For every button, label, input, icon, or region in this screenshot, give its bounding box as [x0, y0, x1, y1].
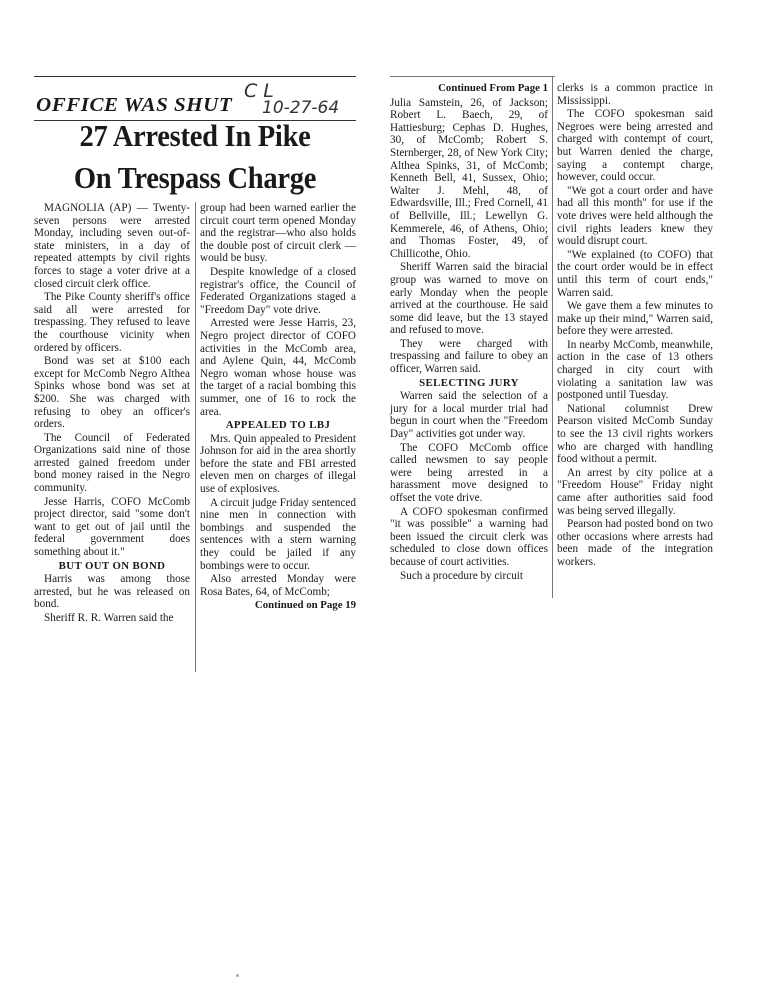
- paragraph: Julia Samstein, 26, of Jackson; Robert L. Baech, 29, of Hattiesburg; Cephas D. Hughes, 30, of McComb; Robert S. Sternberger, 28, of New York City; Althea Spinks, 31, of McComb; Kenneth Bell, 41, Sussex, Ohio; Walter J. Mehl, 48, of Edwardsville, Ill.; Fred Cornell, 41 of Bellville, Ill.; Lewellyn G. Kemmerele, 46, of Athens, Ohio; and Thomas Foster, 49, of Chillicothe, Ohio.: [390, 96, 548, 260]
- article-column-4: [557, 82, 713, 570]
- continued-from: Continued From Page 1: [438, 82, 548, 94]
- paragraph: "We got a court order and have had all this month" for use if the vote drives were held although the civil rights leaders knew they would disrupt court.: [557, 184, 713, 248]
- paragraph: Also arrested Monday were Rosa Bates, 64, of McComb;: [200, 573, 356, 598]
- paragraph: We gave them a few minutes to make up their mind," Warren said, before they were arrested.: [557, 300, 713, 338]
- paragraph: Harris was among those arrested, but he was released on bond.: [34, 573, 190, 611]
- paragraph: Jesse Harris, COFO McComb project director, said "some don't want to get out of jail until the federal government does something about it.": [34, 495, 190, 559]
- paragraph: They were charged with trespassing and failure to obey an officer, Warren said.: [390, 337, 548, 376]
- article-column-2: [200, 202, 356, 613]
- paragraph: MAGNOLIA (AP) — Twenty-seven persons were arrested Monday, including seven out-of-state ministers, in a day of repeated attempts by civil rights forces to stage a voter drive at a closed circuit clerk office.: [34, 202, 190, 290]
- continued-note: Continued on Page 19: [254, 599, 356, 612]
- article-column-1: [34, 202, 190, 626]
- paragraph: Such a procedure by circuit: [400, 569, 524, 582]
- paragraph: "We explained (to COFO) that the court order would be in effect until this term of court ends," Warren said.: [557, 248, 713, 299]
- scan-speck: [236, 974, 239, 977]
- paragraph: A COFO spokesman confirmed "it was possible" a warning had been issued the circuit clerk was scheduled to close down offices because of court activities.: [390, 505, 548, 568]
- subhead: BUT OUT ON BOND: [58, 559, 166, 572]
- subhead: APPEALED TO LBJ: [225, 419, 331, 432]
- paragraph: Pearson had posted bond on two other occasions where arrests had been made of the integration workers.: [557, 518, 713, 568]
- paragraph: A circuit judge Friday sentenced nine men in connection with bombings and suspended the sentences with a stern warning they could be jailed if any bombings were to occur.: [200, 496, 356, 572]
- paragraph: Arrested were Jesse Harris, 23, Negro project director of COFO activities in the McComb area, and Aylene Quin, 44, McComb Negro woman whose house was the target of a racial bombing this summer, one of 16 to rock the area.: [200, 317, 356, 418]
- paragraph: The Council of Federated Organizations said nine of those arrested gained freedom under bond money raised in the Negro community.: [34, 431, 190, 495]
- top-rule: [34, 76, 356, 77]
- paragraph: Sheriff Warren said the biracial group was warned to move on early Monday when the people arrived at the courthouse. He said some did leave, but the 13 stayed and refused to move.: [390, 261, 548, 337]
- paragraph: Bond was set at $100 each except for McComb Negro Althea Spinks whose bond was set at $200. She was charged with refusing to obey an officer's orders.: [34, 355, 190, 431]
- paragraph: The COFO spokesman said Negroes were being arrested and charged with contempt of court, but Warren denied the charge, saying a contempt charge, however, could occur.: [557, 108, 713, 184]
- kicker: OFFICE WAS SHUT: [36, 94, 233, 116]
- handwritten-initials: C L: [244, 80, 274, 102]
- paragraph: Warren said the selection of a jury for a local murder trial had begun in court when the "Freedom Day" activities got under way.: [390, 390, 548, 441]
- paragraph: clerks is a common practice in Mississippi.: [557, 82, 713, 107]
- headline-line-1: 27 Arrested In Pike: [79, 118, 311, 153]
- handwritten-date: 10-27-64: [262, 98, 340, 118]
- paragraph: In nearby McComb, meanwhile, action in the case of 13 others charged in city court with violating a sanitation law was postponed until Tuesday.: [557, 338, 713, 402]
- paragraph: The COFO McComb office called newsmen to say people were being arrested in a harassment move designed to offset the vote drive.: [390, 441, 548, 504]
- column-divider: [195, 202, 196, 672]
- article-column-3: [390, 82, 548, 583]
- paragraph: group had been warned earlier the circuit court term opened Monday and the registrar—who also holds the double post of circuit clerk — would be busy.: [200, 202, 356, 265]
- paragraph: Sheriff R. R. Warren said the: [44, 612, 174, 624]
- paragraph: National columnist Drew Pearson visited McComb Sunday to see the 13 civil rights workers who are charged with handling food without a permit.: [557, 402, 713, 466]
- subhead: SELECTING JURY: [419, 376, 519, 389]
- headline-line-2: On Trespass Charge: [73, 160, 317, 195]
- column-divider: [552, 76, 553, 598]
- paragraph: The Pike County sheriff's office said all were arrested for trespassing. They refused to leave the courthouse vicinity when ordered by officers.: [34, 291, 190, 354]
- top-rule: [390, 76, 555, 77]
- paragraph: An arrest by city police at a "Freedom House" Friday night came after authorities said food was being served illegally.: [557, 466, 713, 517]
- paragraph: Mrs. Quin appealed to President Johnson for aid in the area shortly before the state and FBI arrested eleven men on charges of illegal use of explosives.: [200, 432, 356, 496]
- paragraph: Despite knowledge of a closed registrar's office, the Council of Federated Organizations staged a "Freedom Day" vote drive.: [200, 265, 356, 316]
